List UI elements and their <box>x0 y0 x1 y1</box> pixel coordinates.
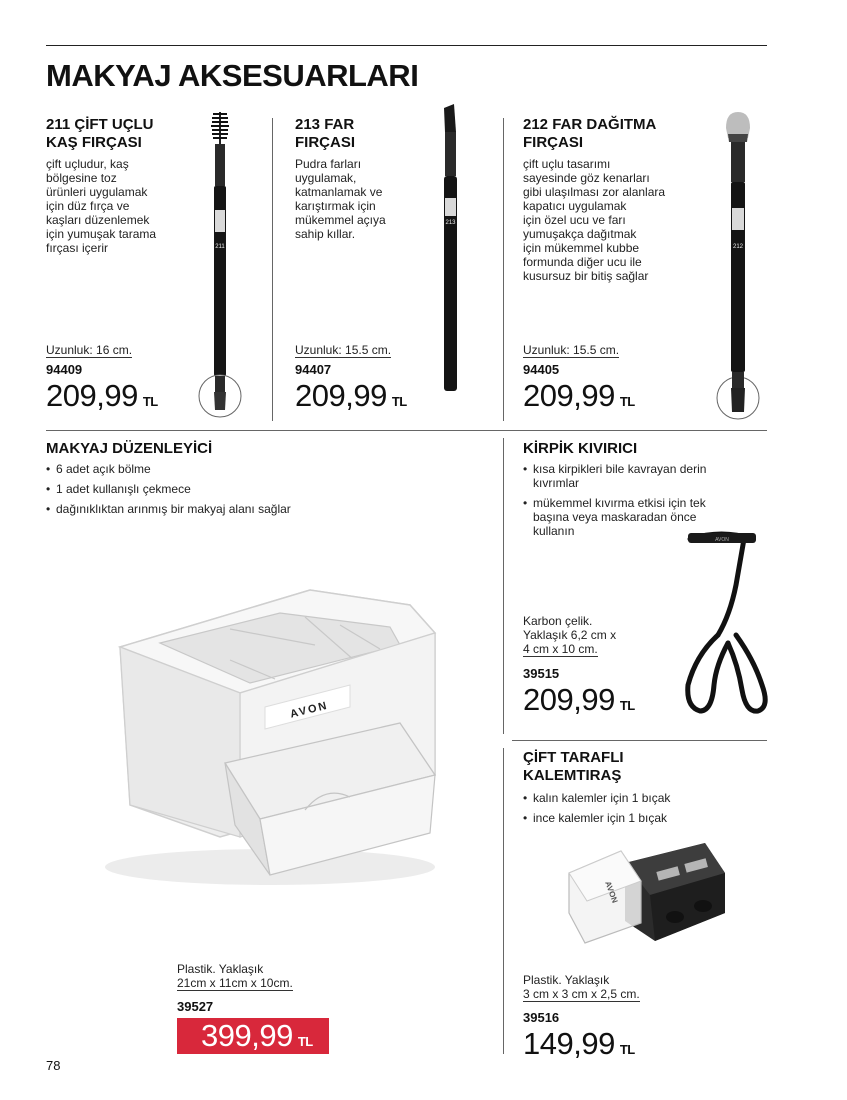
product-title: 211 ÇİFT UÇLU KAŞ FIRÇASI <box>46 116 154 151</box>
divider-right-column <box>503 438 504 734</box>
divider-curler-bottom <box>512 740 767 741</box>
product-code: 39527 <box>177 999 214 1014</box>
page-title: MAKYAJ AKSESUARLARI <box>46 58 419 93</box>
product-code: 94407 <box>295 362 332 377</box>
price-highlight-box <box>177 1018 329 1054</box>
sharpener-illustration <box>565 833 730 948</box>
handle-label: 211 <box>215 244 225 250</box>
feature-list <box>523 791 670 831</box>
product-title: 212 FAR DAĞITMA FIRÇASI <box>523 116 657 151</box>
angled-brush-illustration <box>432 102 468 397</box>
spoolie-brush-illustration <box>195 108 245 423</box>
brand-label: AVON <box>715 537 729 543</box>
product-title: 213 FAR FIRÇASI <box>295 116 355 151</box>
list-item: • 6 adet açık bölme <box>46 462 291 476</box>
feature-list <box>46 462 291 522</box>
product-price: 209,99 TL <box>523 682 635 717</box>
list-item: • kısa kirpikleri bile kavrayan derin kıvrımlar <box>523 462 763 490</box>
product-price: 209,99 TL <box>295 378 407 413</box>
divider-brush-2-3 <box>503 118 504 421</box>
product-price: 209,99 TL <box>523 378 635 413</box>
handle-label: 213 <box>445 220 456 226</box>
product-length: Uzunluk: 15.5 cm. <box>295 343 392 357</box>
dome-brush-illustration <box>715 108 761 423</box>
list-item: • 1 adet kullanışlı çekmece <box>46 482 291 496</box>
angled-bristles-icon <box>444 104 456 132</box>
product-length: Uzunluk: 15.5 cm. <box>523 343 620 357</box>
handle-label: 212 <box>732 244 744 250</box>
divider-brushes-bottom <box>46 430 767 431</box>
product-spec: Plastik. Yaklaşık 21cm x 11cm x 10cm. <box>177 962 293 990</box>
brand-label: AVON <box>603 880 620 905</box>
list-item: • mükemmel kıvırma etkisi için tek başına veya maskaradan önce kullanın <box>523 496 763 538</box>
product-length: Uzunluk: 16 cm. <box>46 343 133 357</box>
product-description: çift uçlu tasarımı sayesinde göz kenarları gibi ulaşılması zor alanlara kapatıcı uygulamak için özel ucu ve farı yumuşakça dağıtmak için mükemmel kubbe formunda diğer ucu ile kusursuz bir bitiş sağlar <box>523 157 666 283</box>
spoolie-head-icon <box>211 112 229 144</box>
list-item: • kalın kalemler için 1 bıçak <box>523 791 670 805</box>
product-code: 39516 <box>523 1010 560 1025</box>
product-description: çift uçludur, kaş bölgesine toz ürünleri uygulamak için düz fırça ve kaşları düzenlemek için yumuşak tarama fırçası içerir <box>46 157 157 255</box>
list-item: • dağınıklıktan arınmış bir makyaj alanı sağlar <box>46 502 291 516</box>
page-number: 78 <box>46 1058 61 1073</box>
product-description: Pudra farları uygulamak, katmanlamak ve karıştırmak için mükemmel açıya sahip kıllar. <box>295 157 386 241</box>
brand-label: AVON <box>288 699 330 721</box>
product-spec: Karbon çelik. Yaklaşık 6,2 cm x 4 cm x 10 cm. <box>523 614 617 656</box>
product-title: KİRPİK KIVIRICI <box>523 440 638 457</box>
eyelash-curler-illustration <box>678 525 768 720</box>
divider-right-column-lower <box>503 748 504 1054</box>
list-item: • ince kalemler için 1 bıçak <box>523 811 670 825</box>
organizer-illustration <box>100 575 450 890</box>
divider-brush-1-2 <box>272 118 273 421</box>
product-code: 94409 <box>46 362 83 377</box>
top-rule <box>46 45 767 46</box>
product-title: ÇİFT TARAFLI KALEMTIRAŞ <box>523 749 624 784</box>
product-title: MAKYAJ DÜZENLEYİCİ <box>46 440 213 457</box>
product-price: 209,99 TL <box>46 378 158 413</box>
product-price: 149,99 TL <box>523 1026 635 1061</box>
product-code: 39515 <box>523 666 560 681</box>
product-price: 399,99 TL <box>201 1018 313 1053</box>
product-code: 94405 <box>523 362 560 377</box>
product-spec: Plastik. Yaklaşık 3 cm x 3 cm x 2,5 cm. <box>523 973 640 1001</box>
